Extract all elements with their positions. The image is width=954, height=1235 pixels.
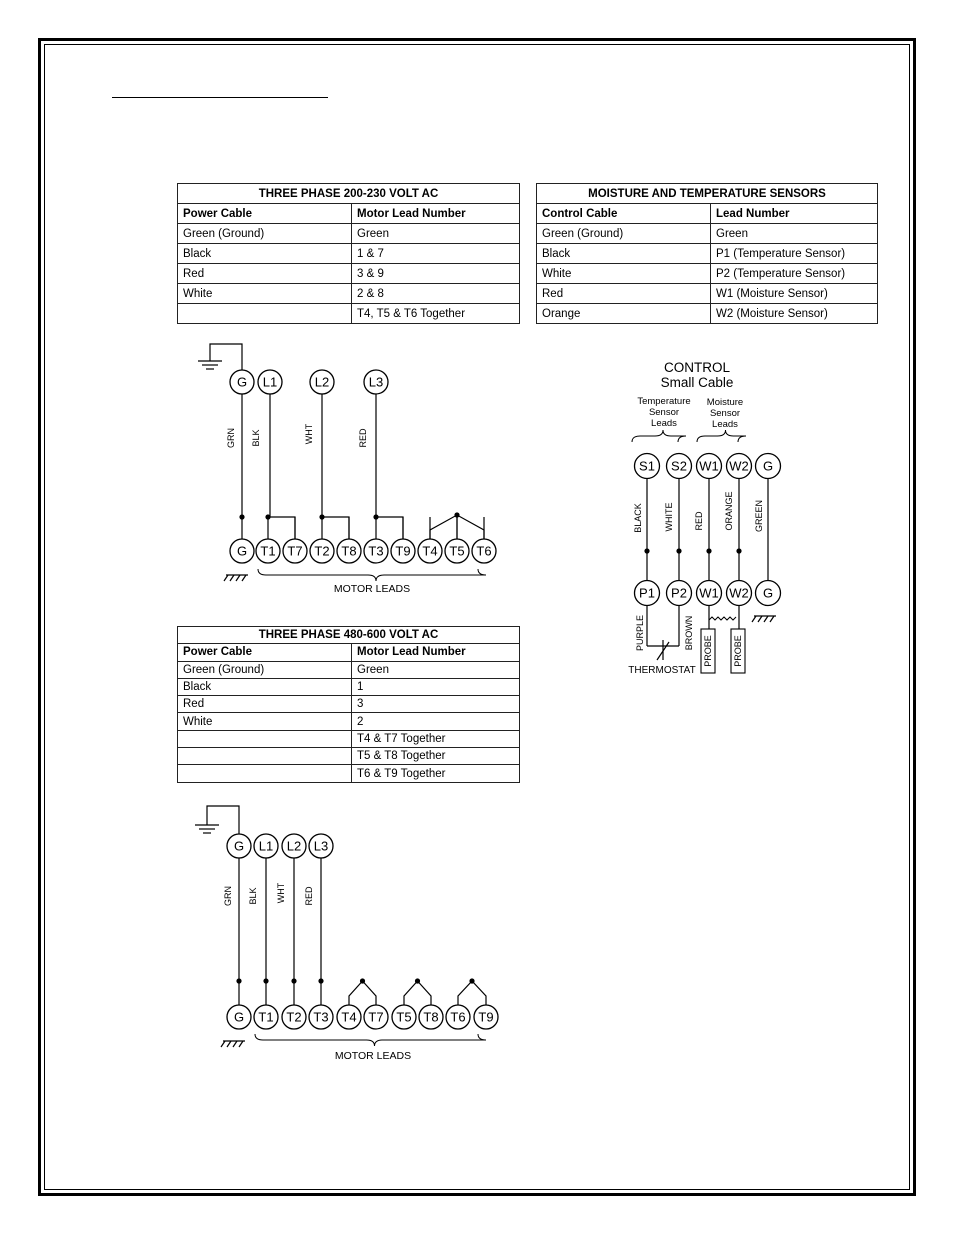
- terminal-label: G: [762, 585, 774, 601]
- terminal-label: T8: [341, 543, 357, 559]
- thermostat-label: THERMOSTAT: [628, 665, 696, 676]
- table-cell: Black: [537, 244, 711, 264]
- terminal-label: T6: [450, 1009, 466, 1025]
- column-header: Power Cable: [178, 644, 352, 661]
- table-cell: 2 & 8: [352, 284, 520, 304]
- wire-label: RED: [694, 511, 704, 531]
- chassis-ground: [221, 1041, 225, 1047]
- table-caption: THREE PHASE 480-600 VOLT AC: [178, 627, 520, 644]
- table-cell: Green (Ground): [178, 224, 352, 244]
- wire-label: GRN: [223, 886, 233, 906]
- terminal-label: S2: [671, 458, 687, 474]
- table-cell: Red: [178, 264, 352, 284]
- table-cell: Green: [352, 224, 520, 244]
- terminal-label: T2: [286, 1009, 302, 1025]
- terminal-label: T4: [341, 1009, 357, 1025]
- wire-label: ORANGE: [724, 491, 734, 531]
- chassis-ground: [752, 616, 756, 622]
- table-cell: 1: [352, 678, 520, 695]
- terminal-label: T7: [368, 1009, 384, 1025]
- terminal-label: G: [233, 1009, 245, 1025]
- resistor-symbol: [709, 617, 736, 620]
- moist-group-label: Moisture: [706, 397, 744, 408]
- wire-label: BLK: [248, 887, 258, 905]
- table-cell: T6 & T9 Together: [352, 765, 520, 782]
- table-cell: Black: [178, 244, 352, 264]
- table-caption: MOISTURE AND TEMPERATURE SENSORS: [537, 184, 878, 204]
- column-header: Lead Number: [711, 204, 878, 224]
- control-subtitle: Small Cable: [660, 375, 734, 390]
- table-cell: 1 & 7: [352, 244, 520, 264]
- brace: [258, 569, 486, 581]
- wire-label: PROBE: [703, 635, 713, 667]
- terminal-label: L3: [313, 838, 329, 854]
- terminal-label: W2: [729, 458, 749, 474]
- ground-wire: [210, 344, 242, 370]
- wire-label: GREEN: [754, 499, 764, 533]
- terminal-label: T5: [449, 543, 465, 559]
- jumper: [458, 981, 486, 1005]
- table-cell: T4, T5 & T6 Together: [352, 304, 520, 324]
- chassis-ground: [764, 616, 768, 622]
- terminal-label: G: [236, 543, 248, 559]
- column-header: Power Cable: [178, 204, 352, 224]
- terminal-label: L2: [286, 838, 302, 854]
- junction-dot: [644, 548, 649, 553]
- terminal-label: T6: [476, 543, 492, 559]
- diagram-label: MOTOR LEADS: [333, 583, 411, 595]
- terminal-label: T2: [314, 543, 330, 559]
- chassis-ground: [758, 616, 762, 622]
- wire-label: RED: [304, 886, 314, 906]
- moist-group-label: Sensor: [709, 408, 741, 419]
- control-title: CONTROL: [663, 360, 731, 375]
- terminal-label: T5: [396, 1009, 412, 1025]
- terminal-label: T4: [422, 543, 438, 559]
- wire-label: GRN: [226, 428, 236, 448]
- table-cell: Green (Ground): [537, 224, 711, 244]
- terminal-label: T9: [478, 1009, 494, 1025]
- table-cell: P2 (Temperature Sensor): [711, 264, 878, 284]
- moist-group-label: Leads: [712, 419, 738, 430]
- wire-label: RED: [358, 428, 368, 448]
- junction-dot: [676, 548, 681, 553]
- jumper: [322, 517, 349, 539]
- chassis-ground: [233, 1041, 237, 1047]
- terminal-label: T1: [258, 1009, 274, 1025]
- jumper: [376, 517, 403, 539]
- table-cell: 3: [352, 696, 520, 713]
- terminal-label: P2: [671, 585, 687, 601]
- terminal-label: T1: [260, 543, 276, 559]
- junction-dot: [706, 548, 711, 553]
- terminal-label: L3: [368, 374, 384, 390]
- wire-label: WHT: [276, 882, 286, 904]
- chassis-ground: [227, 1041, 231, 1047]
- diagram-label: MOTOR LEADS: [334, 1050, 412, 1062]
- terminal-label: T3: [313, 1009, 329, 1025]
- table-cell: 3 & 9: [352, 264, 520, 284]
- column-header: Control Cable: [537, 204, 711, 224]
- table-cell: White: [537, 264, 711, 284]
- table-cell: White: [178, 713, 352, 730]
- junction-dot: [736, 548, 741, 553]
- terminal-label: T3: [368, 543, 384, 559]
- terminal-label: T9: [395, 543, 411, 559]
- table-cell: Orange: [537, 304, 711, 324]
- table-cell: Red: [178, 696, 352, 713]
- junction-dot: [318, 978, 323, 983]
- terminal-label: W2: [729, 585, 749, 601]
- ground-wire: [207, 806, 239, 834]
- table-caption: THREE PHASE 200-230 VOLT AC: [178, 184, 520, 204]
- junction-dot: [263, 978, 268, 983]
- table-cell: Green: [352, 661, 520, 678]
- temp-group-label: Sensor: [648, 407, 680, 418]
- terminal-label: P1: [639, 585, 655, 601]
- jumper: [404, 981, 431, 1005]
- table-cell: T5 & T8 Together: [352, 748, 520, 765]
- junction-dot: [291, 978, 296, 983]
- wire-label: PROBE: [733, 635, 743, 667]
- wire-label: BLACK: [633, 503, 643, 533]
- wire-label: BLK: [251, 429, 261, 447]
- junction-dot: [236, 978, 241, 983]
- terminal-label: G: [233, 838, 245, 854]
- chassis-ground: [224, 575, 228, 581]
- table-cell: Black: [178, 678, 352, 695]
- temp-group-label: Temperature: [637, 396, 691, 407]
- table-cell: Red: [537, 284, 711, 304]
- table-cell: 2: [352, 713, 520, 730]
- temp-group-label: Leads: [651, 418, 677, 429]
- jumper: [349, 981, 376, 1005]
- jumper: [268, 517, 295, 539]
- table-cell: White: [178, 284, 352, 304]
- table-cell: Green: [711, 224, 878, 244]
- chassis-ground: [236, 575, 240, 581]
- terminal-label: W1: [699, 585, 719, 601]
- terminal-label: T7: [287, 543, 303, 559]
- chassis-ground: [770, 616, 774, 622]
- chassis-ground: [239, 1041, 243, 1047]
- chassis-ground: [242, 575, 246, 581]
- column-header: Motor Lead Number: [352, 644, 520, 661]
- terminal-label: S1: [639, 458, 655, 474]
- chassis-ground: [230, 575, 234, 581]
- wire-label: PURPLE: [635, 614, 645, 652]
- table-cell: P1 (Temperature Sensor): [711, 244, 878, 264]
- table-cell: T4 & T7 Together: [352, 730, 520, 747]
- brace: [697, 430, 746, 442]
- brace: [632, 430, 686, 442]
- table-cell: W2 (Moisture Sensor): [711, 304, 878, 324]
- terminal-label: W1: [699, 458, 719, 474]
- terminal-label: G: [762, 458, 774, 474]
- column-header: Motor Lead Number: [352, 204, 520, 224]
- terminal-label: G: [236, 374, 248, 390]
- terminal-label: L2: [314, 374, 330, 390]
- terminal-label: T8: [423, 1009, 439, 1025]
- brace: [255, 1034, 486, 1046]
- wire-label: WHT: [304, 423, 314, 445]
- wire-label: WHITE: [664, 502, 674, 532]
- terminal-label: L1: [262, 374, 278, 390]
- terminal-label: L1: [258, 838, 274, 854]
- table-cell: W1 (Moisture Sensor): [711, 284, 878, 304]
- wire-label: BROWN: [684, 615, 694, 651]
- table-cell: Green (Ground): [178, 661, 352, 678]
